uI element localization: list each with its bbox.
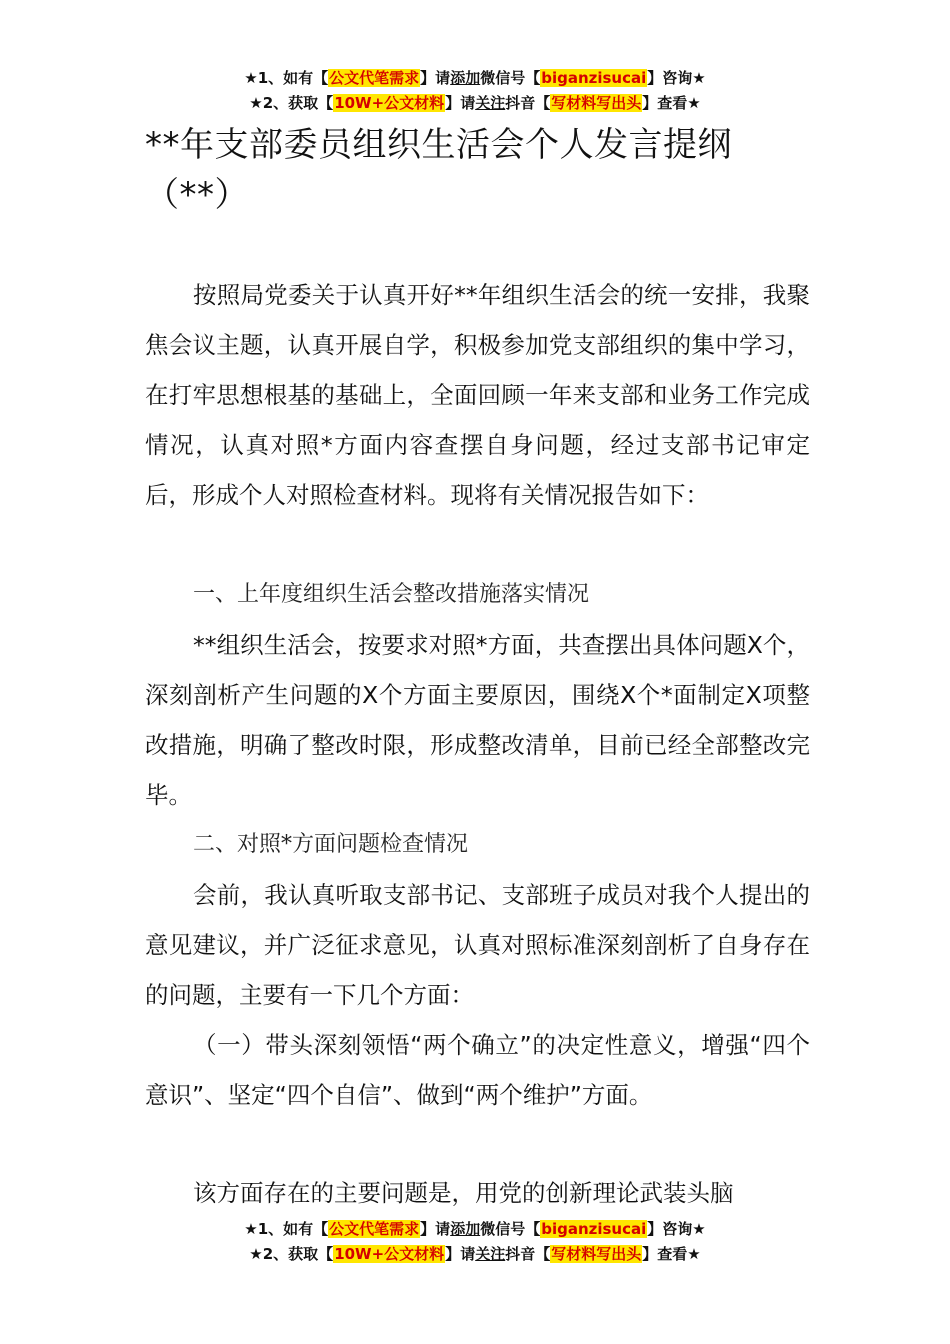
banner-text: ★2、获取【 <box>249 1245 334 1263</box>
banner-line-1 <box>0 66 950 91</box>
banner-highlight: 写材料写出头 <box>551 94 642 112</box>
banner-underline: 添加 <box>450 69 481 87</box>
section-heading-1: 一、上年度组织生活会整改措施落实情况 <box>193 582 590 607</box>
banner-underline: 关注 <box>475 94 506 112</box>
banner-text: ★2、获取【 <box>249 94 334 112</box>
section-heading-2: 二、对照*方面问题检查情况 <box>193 832 469 857</box>
banner-underline: 关注 <box>475 1245 506 1263</box>
banner-text: 】请 <box>420 69 451 87</box>
banner-text: ★1、如有【 <box>244 1220 329 1238</box>
top-banner <box>0 66 950 116</box>
banner-highlight: 公文代笔需求 <box>329 69 420 87</box>
banner-text: 】查看★ <box>642 1245 701 1263</box>
intro-paragraph: 按照局党委关于认真开好**年组织生活会的统一安排，我聚焦会议主题，认真开展自学，积极参加党支部组织的集中学习，在打牢思想根基的基础上，全面回顾一年来支部和业务工作完成情况，认真对照*方面内容查摆自身问题，经过支部书记审定后，形成个人对照检查材料。现将有关情况报告如下： <box>145 281 810 509</box>
banner-text: 】请 <box>420 1220 451 1238</box>
section-1-paragraph: **组织生活会，按要求对照*方面，共查摆出具体问题X个，深刻剖析产生问题的X个方面主要原因，围绕X个*面制定X项整改措施，明确了整改时限，形成整改清单，目前已经全部整改完毕。 <box>145 631 810 809</box>
banner-text: 】咨询★ <box>647 69 706 87</box>
section-2-paragraph: 会前，我认真听取支部书记、支部班子成员对我个人提出的意见建议，并广泛征求意见，认真对照标准深刻剖析了自身存在的问题，主要有一下几个方面： <box>145 881 810 1009</box>
banner-text: 微信号【 <box>480 69 541 87</box>
banner-text: 抖音【 <box>505 1245 551 1263</box>
banner-text: 】查看★ <box>642 94 701 112</box>
banner-text: ★1、如有【 <box>244 69 329 87</box>
banner-highlight: 10W+公文材料 <box>334 94 445 112</box>
subsection-1-paragraph: 该方面存在的主要问题是，用党的创新理论武装头脑 <box>193 1179 734 1207</box>
banner-text: 】请 <box>445 1245 476 1263</box>
banner-highlight: biganzisucai <box>541 69 647 87</box>
banner-underline: 添加 <box>450 1220 481 1238</box>
document-title: **年支部委员组织生活会个人发言提纲（**） <box>145 125 732 215</box>
banner-highlight: biganzisucai <box>541 1220 647 1238</box>
banner-highlight: 10W+公文材料 <box>334 1245 445 1263</box>
banner-text: 抖音【 <box>505 94 551 112</box>
banner-line-2 <box>0 1242 950 1267</box>
bottom-banner <box>0 1217 950 1267</box>
banner-text: 微信号【 <box>480 1220 541 1238</box>
banner-text: 】请 <box>445 94 476 112</box>
banner-highlight: 公文代笔需求 <box>329 1220 420 1238</box>
banner-line-2 <box>0 91 950 116</box>
banner-highlight: 写材料写出头 <box>551 1245 642 1263</box>
subsection-heading-1: （一）带头深刻领悟“两个确立”的决定性意义，增强“四个意识”、坚定“四个自信”、做到“两个维护”方面。 <box>145 1031 810 1109</box>
banner-line-1 <box>0 1217 950 1242</box>
banner-text: 】咨询★ <box>647 1220 706 1238</box>
